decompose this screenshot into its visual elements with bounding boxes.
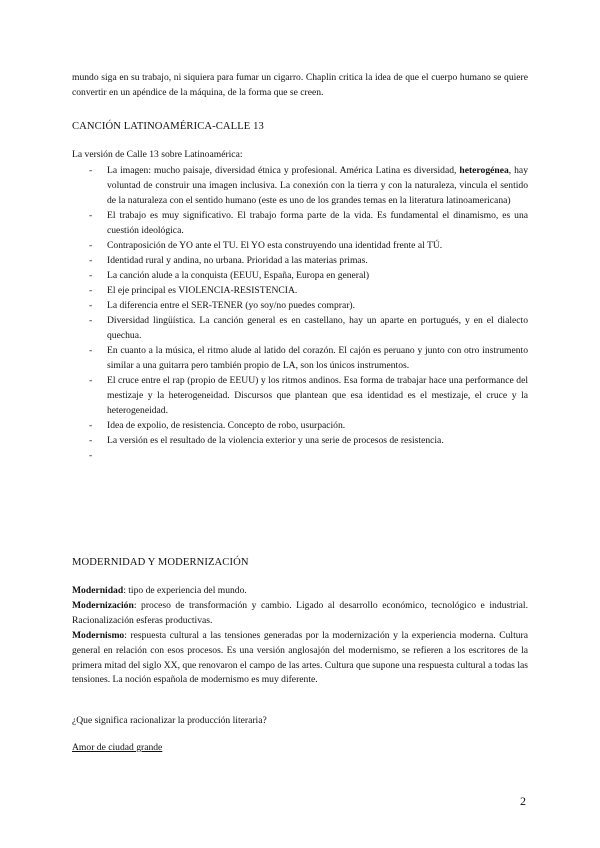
list-item: - Idea de expolio, de resistencia. Concepto de robo, usurpación. — [89, 420, 346, 431]
dash-bullet: - — [89, 240, 93, 251]
dash-bullet: - — [89, 255, 93, 266]
list-item: - La imagen: mucho paisaje, diversidad étnica y profesional. América Latina es diversidad, heterogénea, hay voluntad de construir una imagen inclusiva. La conexión con la tierra y con la naturaleza, vincula el sentido de la naturaleza con el sentido humano (este es uno de los grandes temas en la literatura latinoamericana) — [89, 165, 528, 206]
dash-bullet: - — [89, 270, 93, 281]
dash-bullet: - — [89, 165, 93, 176]
intro-paragraph: mundo siga en su trabajo, ni siquiera para fumar un cigarro. Chaplin critica la idea de que el cuerpo humano se quiere convertir en un apéndice de la máquina, de la forma que se creen. — [72, 72, 528, 98]
list-item: - El trabajo es muy significativo. El trabajo forma parte de la vida. Es fundamental el dinamismo, es una cuestión ideológica. — [89, 210, 528, 236]
question-line: ¿Que significa racionalizar la producción literaria? — [72, 715, 267, 726]
dash-bullet: - — [89, 300, 93, 311]
list-item: - La diferencia entre el SER-TENER (yo soy/no puedes comprar). — [89, 300, 356, 311]
dash-bullet: - — [89, 450, 93, 461]
dash-bullet: - — [89, 285, 93, 296]
dash-bullet: - — [89, 315, 93, 326]
section-heading-modernidad: MODERNIDAD Y MODERNIZACIÓN — [72, 557, 249, 568]
section-heading-calle13: CANCIÓN LATINOAMÉRICA-CALLE 13 — [72, 121, 264, 132]
list-item: - Identidad rural y andina, no urbana. Prioridad a las materias primas. — [89, 255, 368, 266]
list-item: - El eje principal es VIOLENCIA-RESISTENCIA. — [89, 285, 298, 296]
subheading-amor-de-ciudad-grande: Amor de ciudad grande — [72, 742, 163, 753]
list-item: - Contraposición de YO ante el TU. El YO esta construyendo una identidad frente al TÚ. — [89, 240, 443, 251]
list-item: - La versión es el resultado de la violencia exterior y una serie de procesos de resistencia. — [89, 435, 444, 446]
dash-bullet: - — [89, 420, 93, 431]
dash-bullet: - — [89, 210, 93, 221]
dash-bullet: - — [89, 435, 93, 446]
list-item: - El cruce entre el rap (propio de EEUU) y los ritmos andinos. Esa forma de trabajar hace una performance del mestizaje y la heterogeneidad. Discursos que plantean que esa identidad es el mestizaje, el cruce y la heterogeneidad. — [89, 375, 528, 416]
definitions-block: Modernidad: tipo de experiencia del mundo. Modernización: proceso de transformación y cambio. Ligado al desarrollo económico, tecnológico e industrial. Racionalización esferas productivas. Modernismo: respuesta cultural a las tensiones generadas por la modernización y la experiencia moderna. Cultura general en relación con esos procesos. Es una versión anglosajón del modernismo, se refieren a los escritores de la primera mitad del siglo XX, que renovaron el campo de las artes. Cultura que supone una respuesta cultural a todas las tensiones. La noción española de modernismo es muy diferente. — [72, 585, 528, 686]
bullet-list — [72, 163, 528, 461]
page-number: 2 — [520, 794, 526, 808]
dash-bullet: - — [89, 345, 93, 356]
list-item: - La canción alude a la conquista (EEUU, España, Europa en general) — [89, 270, 370, 281]
list-item: - En cuanto a la música, el ritmo alude al latido del corazón. El cajón es peruano y junto con otro instrumento similar a una guitarra pero también propio de LA, son los únicos instrumentos. — [89, 345, 528, 371]
list-item: - Diversidad lingüística. La canción general es en castellano, hay un aparte en portugués, y en el dialecto quechua. — [89, 315, 528, 341]
section1-intro: La versión de Calle 13 sobre Latinoamérica: — [72, 149, 243, 160]
dash-bullet: - — [89, 375, 93, 386]
